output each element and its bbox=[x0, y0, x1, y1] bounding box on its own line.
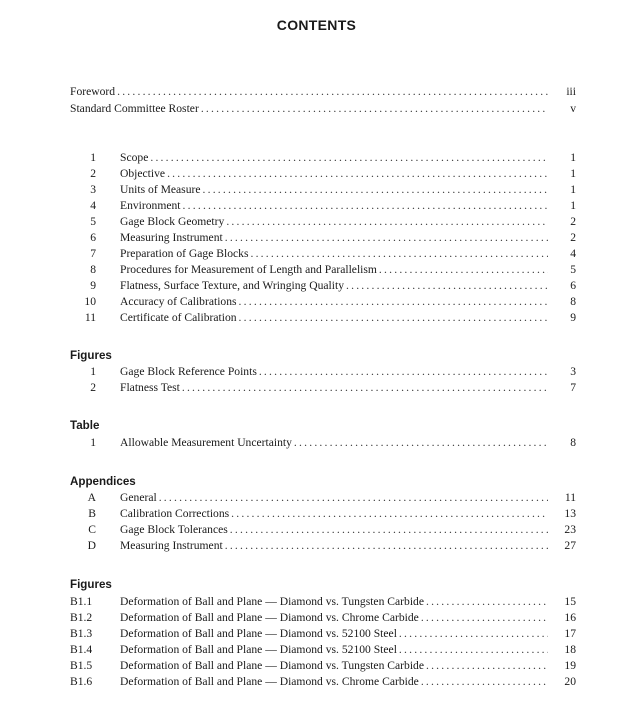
toc-entry-title: Certificate of Calibration bbox=[120, 311, 237, 324]
page-title: CONTENTS bbox=[276, 17, 357, 33]
toc-entry-number: 8 bbox=[90, 263, 96, 276]
toc-entry-page: 18 bbox=[564, 643, 576, 656]
toc-entry-section bbox=[70, 246, 576, 261]
toc-entry-committee-roster bbox=[70, 101, 576, 116]
dot-leader bbox=[225, 230, 548, 245]
toc-entry-title: Flatness, Surface Texture, and Wringing Quality bbox=[120, 279, 344, 292]
toc-entry-title: General bbox=[120, 491, 157, 504]
toc-entry-section bbox=[70, 278, 576, 293]
toc-entry-title: Procedures for Measurement of Length and Parallelism bbox=[120, 263, 377, 276]
dot-leader bbox=[421, 674, 548, 689]
toc-entry-appendix-figure bbox=[70, 658, 576, 673]
dot-leader bbox=[259, 364, 548, 379]
dot-leader bbox=[230, 522, 548, 537]
toc-entry-number: 5 bbox=[90, 215, 96, 228]
toc-entry-number: D bbox=[87, 539, 96, 552]
toc-entry-appendix-figure bbox=[70, 626, 576, 641]
dot-leader bbox=[182, 380, 548, 395]
toc-entry-title: Gage Block Reference Points bbox=[120, 365, 257, 378]
toc-entry-page: 9 bbox=[570, 311, 576, 324]
toc-entry-page: iii bbox=[566, 85, 576, 98]
toc-entry-appendix bbox=[70, 522, 576, 537]
toc-entry-number: C bbox=[88, 523, 96, 536]
dot-leader bbox=[426, 594, 548, 609]
toc-entry-title: Accuracy of Calibrations bbox=[120, 295, 237, 308]
toc-entry-page: 27 bbox=[564, 539, 576, 552]
toc-entry-page: 8 bbox=[570, 436, 576, 449]
toc-entry-number: 10 bbox=[84, 295, 96, 308]
toc-entry-section bbox=[70, 150, 576, 165]
toc-entry-section bbox=[70, 182, 576, 197]
toc-entry-number: 7 bbox=[90, 247, 96, 260]
dot-leader bbox=[117, 84, 548, 99]
dot-leader bbox=[201, 101, 548, 116]
toc-entry-title: Objective bbox=[120, 167, 166, 180]
figures-heading: Figures bbox=[70, 349, 112, 362]
toc-entry-number: 4 bbox=[90, 199, 96, 212]
toc-entry-section bbox=[70, 294, 576, 309]
toc-entry-appendix bbox=[70, 506, 576, 521]
toc-entry-page: 13 bbox=[564, 507, 576, 520]
toc-entry-title: Scope bbox=[120, 151, 149, 164]
toc-entry-page: 6 bbox=[570, 279, 576, 292]
toc-entry-title: Deformation of Ball and Plane — Diamond vs. 52100 Steel bbox=[120, 627, 397, 640]
appendix-figures-heading: Figures bbox=[70, 578, 112, 591]
toc-entry-appendix bbox=[70, 490, 576, 505]
dot-leader bbox=[225, 538, 548, 553]
dot-leader bbox=[150, 150, 548, 165]
dot-leader bbox=[294, 435, 548, 450]
toc-entry-title: Standard Committee Roster bbox=[70, 102, 199, 115]
toc-entry-title: Gage Block Geometry bbox=[120, 215, 225, 228]
toc-entry-title: Preparation of Gage Blocks bbox=[120, 247, 249, 260]
toc-entry-page: 15 bbox=[564, 595, 576, 608]
toc-entry-foreword bbox=[70, 84, 576, 99]
dot-leader bbox=[399, 626, 548, 641]
toc-entry-page: 1 bbox=[570, 183, 576, 196]
dot-leader bbox=[183, 198, 548, 213]
toc-entry-title: Foreword bbox=[70, 85, 116, 98]
toc-entry-title: Gage Block Tolerances bbox=[120, 523, 228, 536]
toc-entry-page: 2 bbox=[570, 215, 576, 228]
toc-entry-page: 7 bbox=[570, 381, 576, 394]
toc-entry-number: 1 bbox=[90, 365, 96, 378]
toc-entry-page: 20 bbox=[564, 675, 576, 688]
toc-entry-title: Units of Measure bbox=[120, 183, 201, 196]
toc-entry-page: 4 bbox=[570, 247, 576, 260]
toc-entry-number: B1.1 bbox=[70, 595, 93, 608]
toc-entry-figure bbox=[70, 364, 576, 379]
toc-entry-section bbox=[70, 310, 576, 325]
dot-leader bbox=[421, 610, 548, 625]
toc-entry-title: Measuring Instrument bbox=[120, 231, 223, 244]
toc-entry-number: B1.2 bbox=[70, 611, 93, 624]
toc-entry-appendix-figure bbox=[70, 610, 576, 625]
toc-entry-title: Deformation of Ball and Plane — Diamond vs. 52100 Steel bbox=[120, 643, 397, 656]
toc-entry-title: Deformation of Ball and Plane — Diamond vs. Chrome Carbide bbox=[120, 611, 419, 624]
dot-leader bbox=[231, 506, 548, 521]
toc-entry-number: 2 bbox=[90, 167, 96, 180]
toc-entry-section bbox=[70, 198, 576, 213]
toc-entry-appendix-figure bbox=[70, 674, 576, 689]
toc-entry-figure bbox=[70, 380, 576, 395]
toc-entry-page: 1 bbox=[570, 199, 576, 212]
toc-entry-page: 17 bbox=[564, 627, 576, 640]
toc-entry-section bbox=[70, 230, 576, 245]
dot-leader bbox=[239, 294, 548, 309]
toc-entry-section bbox=[70, 262, 576, 277]
toc-entry-page: 11 bbox=[564, 491, 576, 504]
toc-entry-number: B1.6 bbox=[70, 675, 93, 688]
dot-leader bbox=[379, 262, 548, 277]
dot-leader bbox=[203, 182, 549, 197]
toc-entry-page: v bbox=[570, 102, 576, 115]
toc-entry-number: 2 bbox=[90, 381, 96, 394]
dot-leader bbox=[239, 310, 548, 325]
toc-entry-page: 5 bbox=[570, 263, 576, 276]
toc-entry-number: A bbox=[87, 491, 96, 504]
toc-entry-title: Flatness Test bbox=[120, 381, 180, 394]
toc-entry-page: 23 bbox=[564, 523, 576, 536]
toc-entry-section bbox=[70, 214, 576, 229]
toc-entry-number: 11 bbox=[84, 311, 96, 324]
toc-entry-number: 6 bbox=[90, 231, 96, 244]
toc-entry-number: 1 bbox=[90, 151, 96, 164]
toc-entry-number: 9 bbox=[90, 279, 96, 292]
dot-leader bbox=[226, 214, 548, 229]
toc-entry-title: Deformation of Ball and Plane — Diamond vs. Tungsten Carbide bbox=[120, 595, 424, 608]
toc-entry-appendix bbox=[70, 538, 576, 553]
toc-entry-number: 3 bbox=[90, 183, 96, 196]
toc-entry-page: 19 bbox=[564, 659, 576, 672]
dot-leader bbox=[346, 278, 548, 293]
toc-entry-page: 3 bbox=[570, 365, 576, 378]
toc-entry-title: Calibration Corrections bbox=[120, 507, 230, 520]
toc-entry-section bbox=[70, 166, 576, 181]
toc-entry-title: Allowable Measurement Uncertainty bbox=[120, 436, 292, 449]
toc-entry-appendix-figure bbox=[70, 594, 576, 609]
toc-entry-page: 16 bbox=[564, 611, 576, 624]
dot-leader bbox=[159, 490, 548, 505]
toc-entry-number: B1.3 bbox=[70, 627, 93, 640]
toc-entry-title: Deformation of Ball and Plane — Diamond vs. Tungsten Carbide bbox=[120, 659, 424, 672]
toc-entry-appendix-figure bbox=[70, 642, 576, 657]
toc-entry-page: 1 bbox=[570, 167, 576, 180]
toc-entry-title: Environment bbox=[120, 199, 181, 212]
toc-entry-table bbox=[70, 435, 576, 450]
toc-entry-page: 1 bbox=[570, 151, 576, 164]
dot-leader bbox=[250, 246, 548, 261]
toc-entry-page: 2 bbox=[570, 231, 576, 244]
dot-leader bbox=[167, 166, 548, 181]
toc-entry-number: B bbox=[88, 507, 96, 520]
dot-leader bbox=[399, 642, 548, 657]
toc-entry-number: B1.5 bbox=[70, 659, 93, 672]
toc-entry-number: 1 bbox=[90, 436, 96, 449]
toc-entry-title: Measuring Instrument bbox=[120, 539, 223, 552]
toc-entry-number: B1.4 bbox=[70, 643, 93, 656]
toc-entry-page: 8 bbox=[570, 295, 576, 308]
toc-entry-title: Deformation of Ball and Plane — Diamond vs. Chrome Carbide bbox=[120, 675, 419, 688]
table-heading: Table bbox=[70, 419, 100, 432]
appendices-heading: Appendices bbox=[70, 475, 136, 488]
dot-leader bbox=[426, 658, 548, 673]
